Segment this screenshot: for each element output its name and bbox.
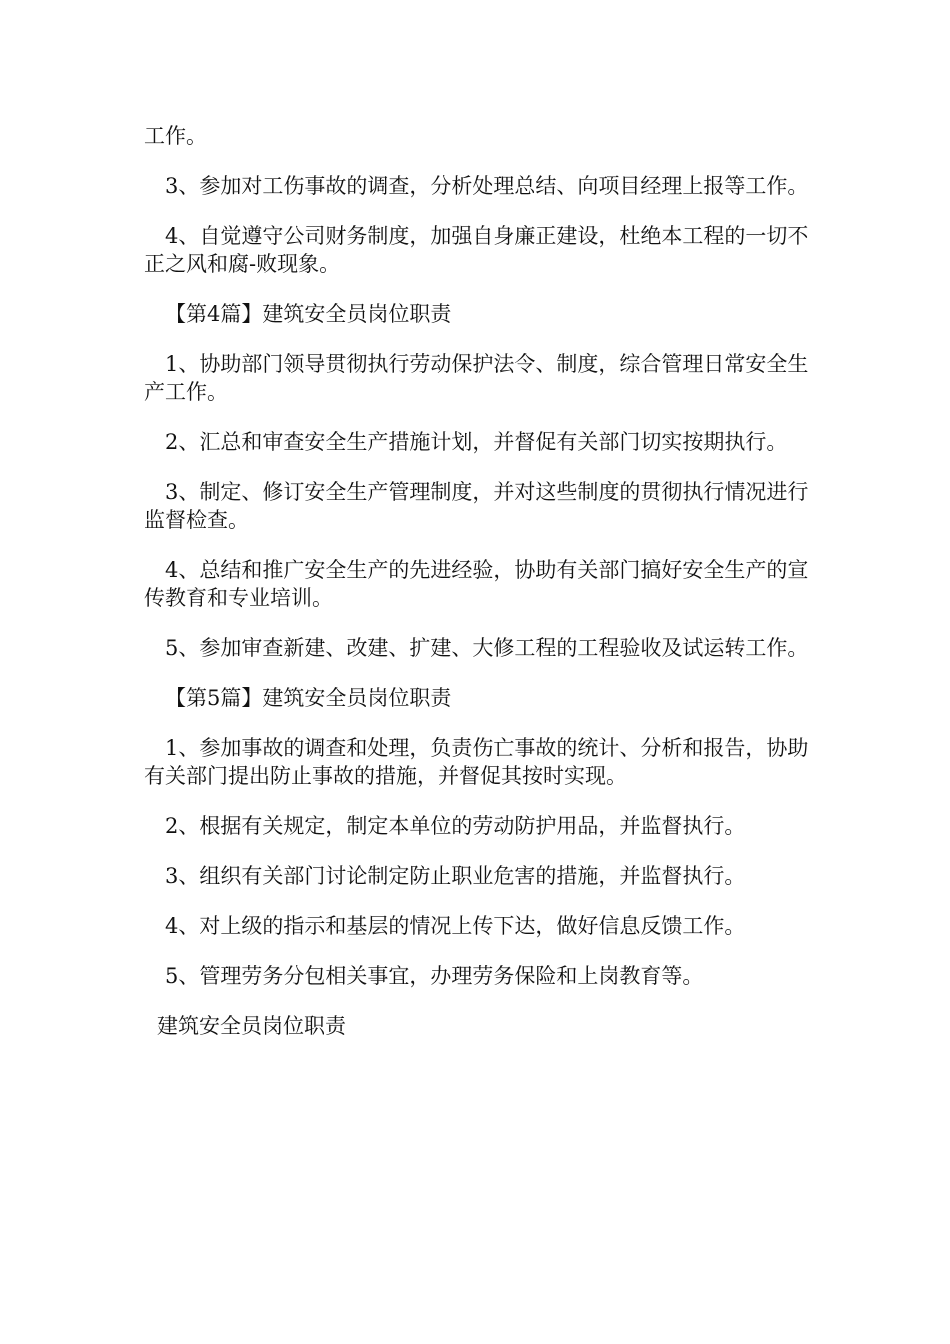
paragraph-item: 4、对上级的指示和基层的情况上传下达，做好信息反馈工作。 (165, 914, 746, 938)
paragraph-item: 3、组织有关部门讨论制定防止职业危害的措施，并监督执行。 (165, 864, 746, 888)
section-heading: 【第5篇】建筑安全员岗位职责 (165, 686, 452, 710)
section-heading: 【第4篇】建筑安全员岗位职责 (165, 302, 452, 326)
paragraph-item: 2、根据有关规定，制定本单位的劳动防护用品，并监督执行。 (165, 814, 746, 838)
paragraph-item: 1、协助部门领导贯彻执行劳动保护法令、制度，综合管理日常安全生产工作。 (144, 352, 809, 404)
paragraph-item: 4、自觉遵守公司财务制度，加强自身廉正建设，杜绝本工程的一切不正之风和腐-败现象。 (144, 224, 809, 276)
paragraph-continuation: 工作。 (144, 124, 207, 148)
paragraph-item: 3、参加对工伤事故的调查，分析处理总结、向项目经理上报等工作。 (165, 174, 809, 198)
paragraph-item: 5、管理劳务分包相关事宜，办理劳务保险和上岗教育等。 (165, 964, 704, 988)
paragraph-item: 5、参加审查新建、改建、扩建、大修工程的工程验收及试运转工作。 (165, 636, 809, 660)
paragraph-item: 1、参加事故的调查和处理，负责伤亡事故的统计、分析和报告，协助有关部门提出防止事故的措施，并督促其按时实现。 (144, 736, 809, 788)
document-footer-title: 建筑安全员岗位职责 (157, 1014, 346, 1038)
paragraph-item: 2、汇总和审查安全生产措施计划，并督促有关部门切实按期执行。 (165, 430, 788, 454)
paragraph-item: 3、制定、修订安全生产管理制度，并对这些制度的贯彻执行情况进行监督检查。 (144, 480, 809, 532)
document-body (144, 122, 814, 1040)
paragraph-item: 4、总结和推广安全生产的先进经验，协助有关部门搞好安全生产的宣传教育和专业培训。 (144, 558, 809, 610)
